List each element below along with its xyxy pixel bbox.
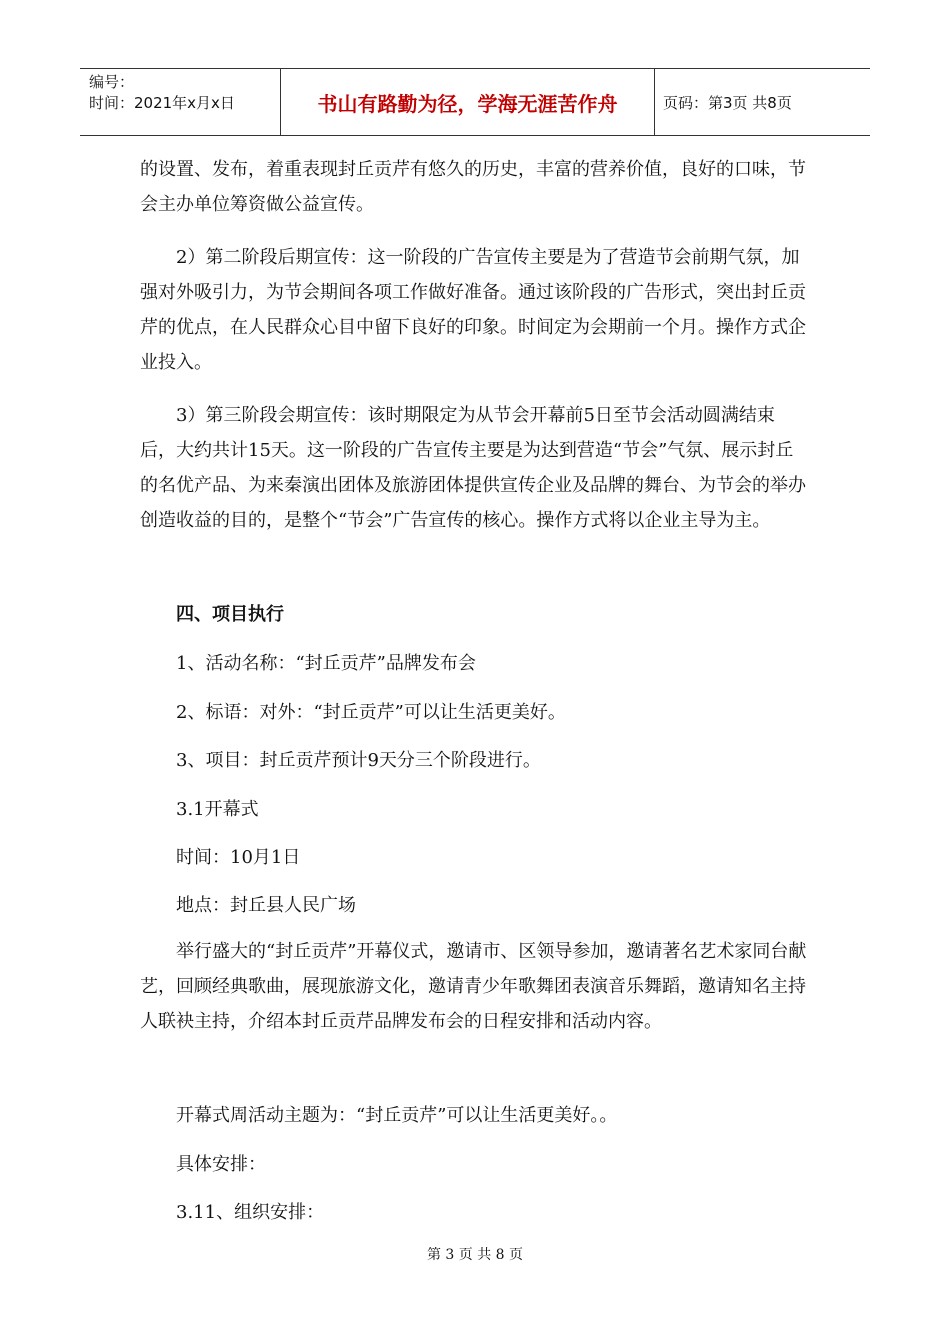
document-number-label: 编号： xyxy=(89,73,135,91)
section-heading-execution: 四、项目执行 xyxy=(176,604,284,625)
item-organization: 3.11、组织安排： xyxy=(176,1202,325,1223)
item-arrangement: 具体安排： xyxy=(176,1154,266,1175)
header-motto: 书山有路勤为径，学海无涯苦作舟 xyxy=(280,69,655,135)
page-footer: 第 3 页 共 8 页 xyxy=(426,1247,524,1263)
paragraph-phase-2: 2）第二阶段后期宣传：这一阶段的广告宣传主要是为了营造节会前期气氛，加强对外吸引力，为节会期间各项工作做好准备。通过该阶段的广告形式，突出封丘贡芹的优点，在人民群众心目中留下良好的印象。时间定为会期前一个月。操作方式企业投入。 xyxy=(140,247,806,373)
subsection-opening: 3.1开幕式 xyxy=(176,799,259,820)
header-meta xyxy=(80,69,280,135)
item-slogan: 2、标语：对外：“封丘贡芹”可以让生活更美好。 xyxy=(176,702,566,723)
paragraph-phase-3: 3）第三阶段会期宣传：该时期限定为从节会开幕前5日至节会活动圆满结束后，大约共计15天。这一阶段的广告宣传主要是为达到营造“节会”气氛、展示封丘的名优产品、为来秦演出团体及旅游团体提供宣传企业及品牌的舞台、为节会的举办创造收益的目的，是整个“节会”广告宣传的核心。操作方式将以企业主导为主。 xyxy=(140,405,806,531)
item-opening-theme: 开幕式周活动主题为：“封丘贡芹”可以让生活更美好。。 xyxy=(176,1105,618,1126)
header-page-number: 页码：第3页 共8页 xyxy=(663,93,792,112)
item-location: 地点：封丘县人民广场 xyxy=(176,895,356,916)
paragraph-continuation: 的设置、发布，着重表现封丘贡芹有悠久的历史，丰富的营养价值，良好的口味，节会主办单位筹资做公益宣传。 xyxy=(140,159,806,215)
paragraph-opening-ceremony: 举行盛大的“封丘贡芹”开幕仪式，邀请市、区领导参加，邀请著名艺术家同台献艺，回顾经典歌曲，展现旅游文化，邀请青少年歌舞团表演音乐舞蹈，邀请知名主持人联袂主持，介绍本封丘贡芹品牌发布会的日程安排和活动内容。 xyxy=(140,941,807,1032)
document-date-label: 时间：2021年x月x日 xyxy=(89,94,235,112)
item-project: 3、项目：封丘贡芹预计9天分三个阶段进行。 xyxy=(176,750,541,771)
item-time: 时间：10月1日 xyxy=(176,847,301,868)
page-header xyxy=(80,68,870,136)
item-activity-name: 1、活动名称：“封丘贡芹”品牌发布会 xyxy=(176,653,476,674)
